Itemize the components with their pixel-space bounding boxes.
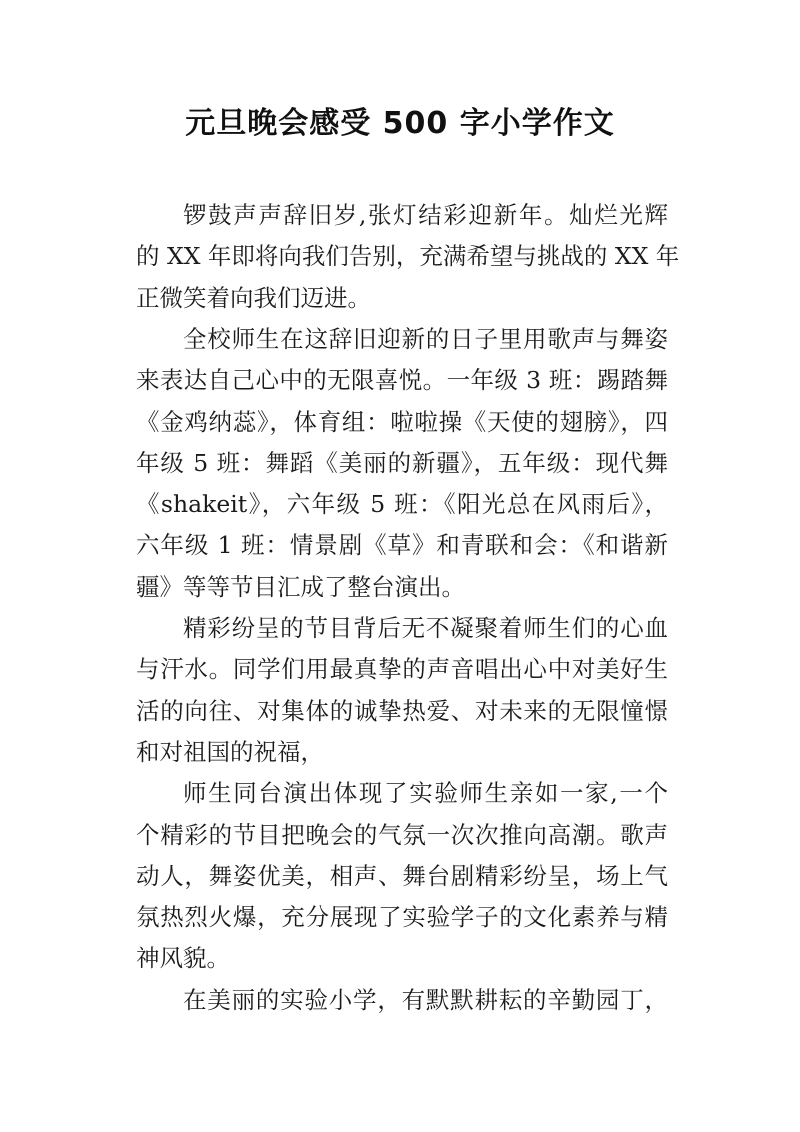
text-line: 锣鼓声声辞旧岁,张灯结彩迎新年。灿烂光辉 xyxy=(183,201,668,229)
text-line: 《shakeit》，六年级 5 班：《阳光总在风雨后》， xyxy=(136,490,668,519)
text-line: 六年级 1 班：情景剧《草》和青联和会：《和谐新 xyxy=(136,531,668,560)
text-line: 和对祖国的祝福， xyxy=(136,737,324,766)
text-line: 神风貌。 xyxy=(136,944,230,973)
text-line: 动人，舞姿优美，相声、舞台剧精彩纷呈，场上气 xyxy=(136,861,668,890)
text-line: 氛热烈火爆，充分展现了实验学子的文化素养与精 xyxy=(136,903,668,932)
text-line: 来表达自己心中的无限喜悦。一年级 3 班：踢踏舞 xyxy=(136,366,668,395)
text-line: 《金鸡纳蕊》，体育组：啦啦操《天使的翅膀》，四 xyxy=(136,407,668,436)
text-line: 与汗水。同学们用最真挚的声音唱出心中对美好生 xyxy=(136,655,668,684)
document-title: 元旦晚会感受 500 字小学作文 xyxy=(185,106,615,141)
text-line: 在美丽的实验小学，有默默耕耘的辛勤园丁， xyxy=(183,985,668,1014)
text-line: 疆》等等节目汇成了整台演出。 xyxy=(136,572,465,601)
text-line: 的 XX 年即将向我们告别，充满希望与挑战的 XX 年 xyxy=(136,242,680,271)
text-line: 正微笑着向我们迈进。 xyxy=(136,283,371,312)
text-line: 活的向往、对集体的诚挚热爱、对未来的无限憧憬 xyxy=(136,696,668,725)
text-line: 年级 5 班：舞蹈《美丽的新疆》，五年级：现代舞 xyxy=(136,448,668,477)
text-line: 师生同台演出体现了实验师生亲如一家,一个 xyxy=(183,779,668,808)
text-line: 全校师生在这辞旧迎新的日子里用歌声与舞姿 xyxy=(183,324,668,353)
text-line: 精彩纷呈的节目背后无不凝聚着师生们的心血 xyxy=(183,614,668,642)
text-line: 个精彩的节目把晚会的气氛一次次推向高潮。歌声 xyxy=(136,820,668,849)
